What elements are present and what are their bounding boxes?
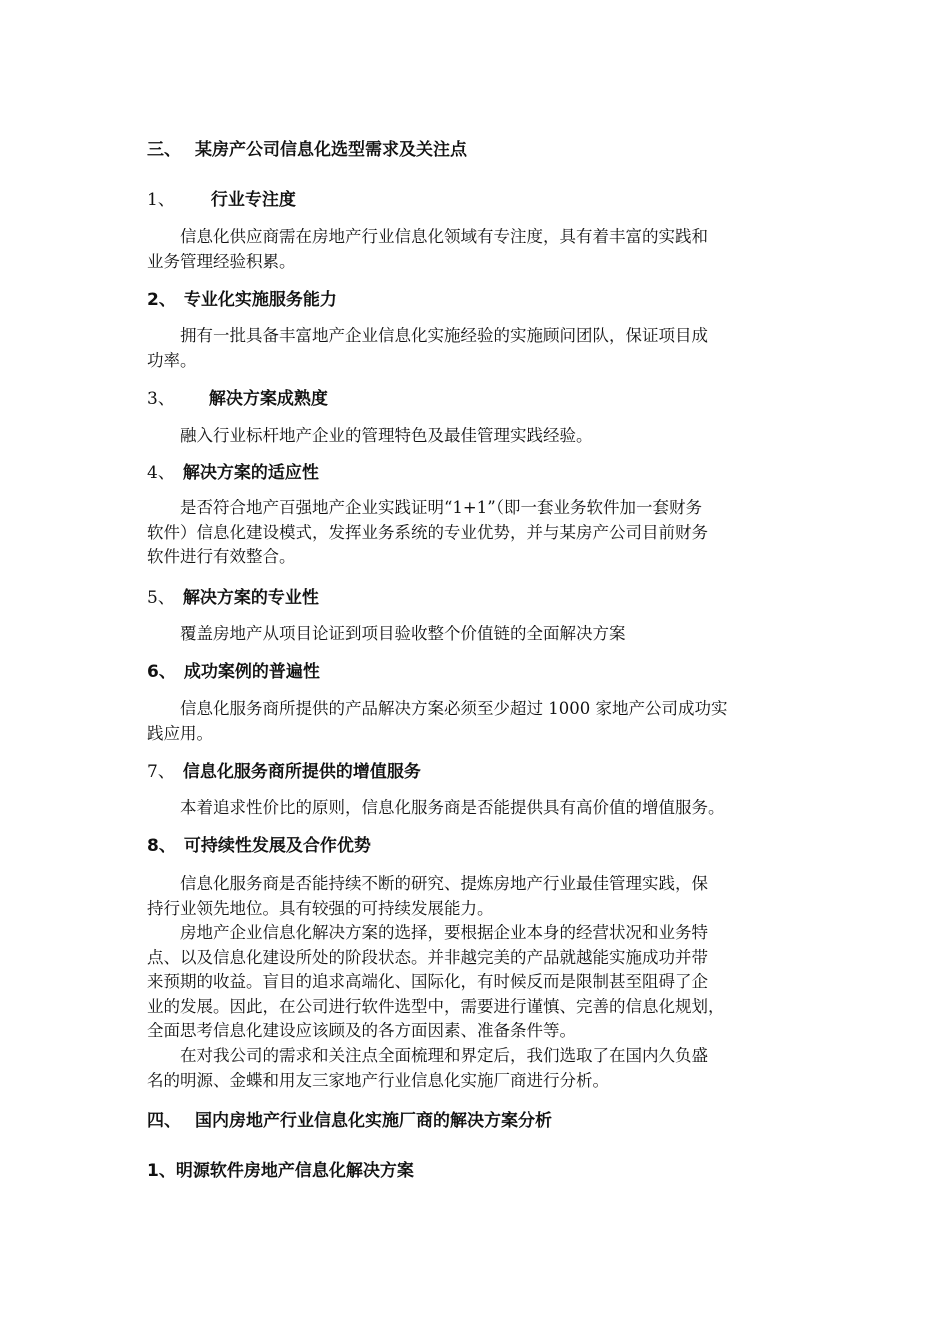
item-5-heading <box>147 587 319 609</box>
section-4-subheading-1: 1、明源软件房地产信息化解决方案 <box>147 1161 414 1181</box>
paragraph-selection-advice: 房地产企业信息化解决方案的选择，要根据企业本身的经营状况和业务特 点、以及信息化建设所处的阶段状态。并非越完美的产品就越能实施成功并带 来预期的收益。盲目的追求高端化、国际化，有时候反而是限制甚至阻碍了企 业的发展。因此，在公司进行软件选型中，需要进行谨慎、完善的信息化规划， 全面思考信息化建设应该顾及的各方面因素、准备条件等。 <box>147 923 725 1040</box>
item-7-number: 7、 <box>147 762 175 782</box>
item-2-number: 2、 <box>147 290 176 310</box>
section-4-number: 四、 <box>147 1111 181 1131</box>
item-1-title: 行业专注度 <box>210 190 296 210</box>
paragraph-vendor-selection: 在对我公司的需求和关注点全面梳理和界定后，我们选取了在国内久负盛 名的明源、金蝶和用友三家地产行业信息化实施厂商进行分析。 <box>147 1046 708 1090</box>
section-3-number: 三、 <box>147 140 181 160</box>
item-2-body: 拥有一批具备丰富地产企业信息化实施经验的实施顾问团队，保证项目成 功率。 <box>147 326 708 370</box>
item-4-title: 解决方案的适应性 <box>182 463 319 483</box>
item-5-number: 5、 <box>147 588 175 608</box>
section-4-title: 国内房地产行业信息化实施厂商的解决方案分析 <box>195 1111 552 1131</box>
item-5-title: 解决方案的专业性 <box>182 588 319 608</box>
item-2-heading <box>147 289 337 311</box>
item-8-body: 信息化服务商是否能持续不断的研究、提炼房地产行业最佳管理实践，保 持行业领先地位。具有较强的可持续发展能力。 <box>147 874 708 918</box>
section-3-title: 某房产公司信息化选型需求及关注点 <box>195 140 467 160</box>
item-7-body: 本着追求性价比的原则，信息化服务商是否能提供具有高价值的增值服务。 <box>180 798 725 817</box>
item-1-body: 信息化供应商需在房地产行业信息化领域有专注度，具有着丰富的实践和 业务管理经验积累。 <box>147 227 708 271</box>
item-8-number: 8、 <box>147 836 176 856</box>
item-4-body: 是否符合地产百强地产企业实践证明“1+1”（即一套业务软件加一套财务 软件）信息化建设模式，发挥业务系统的专业优势，并与某房产公司目前财务 软件进行有效整合。 <box>147 498 708 566</box>
item-4-heading <box>147 462 319 484</box>
item-2-title: 专业化实施服务能力 <box>183 290 337 310</box>
section-3-heading <box>147 139 467 161</box>
item-6-body: 信息化服务商所提供的产品解决方案必须至少超过 1000 家地产公司成功实 践应用。 <box>147 699 728 743</box>
item-3-number: 3、 <box>147 389 175 409</box>
item-6-heading <box>147 661 320 683</box>
item-1-number: 1、 <box>147 190 175 210</box>
item-3-heading <box>147 388 328 410</box>
item-1-heading <box>147 189 296 211</box>
item-7-heading <box>147 761 421 783</box>
item-8-heading <box>147 835 371 857</box>
item-8-title: 可持续性发展及合作优势 <box>183 836 371 856</box>
item-3-body: 融入行业标杆地产企业的管理特色及最佳管理实践经验。 <box>180 426 593 445</box>
section-4-heading <box>147 1110 552 1132</box>
item-7-title: 信息化服务商所提供的增值服务 <box>182 762 421 782</box>
item-3-title: 解决方案成熟度 <box>208 389 328 409</box>
item-6-title: 成功案例的普遍性 <box>183 662 320 682</box>
item-4-number: 4、 <box>147 463 175 483</box>
item-6-number: 6、 <box>147 662 176 682</box>
item-5-body: 覆盖房地产从项目论证到项目验收整个价值链的全面解决方案 <box>180 624 626 643</box>
